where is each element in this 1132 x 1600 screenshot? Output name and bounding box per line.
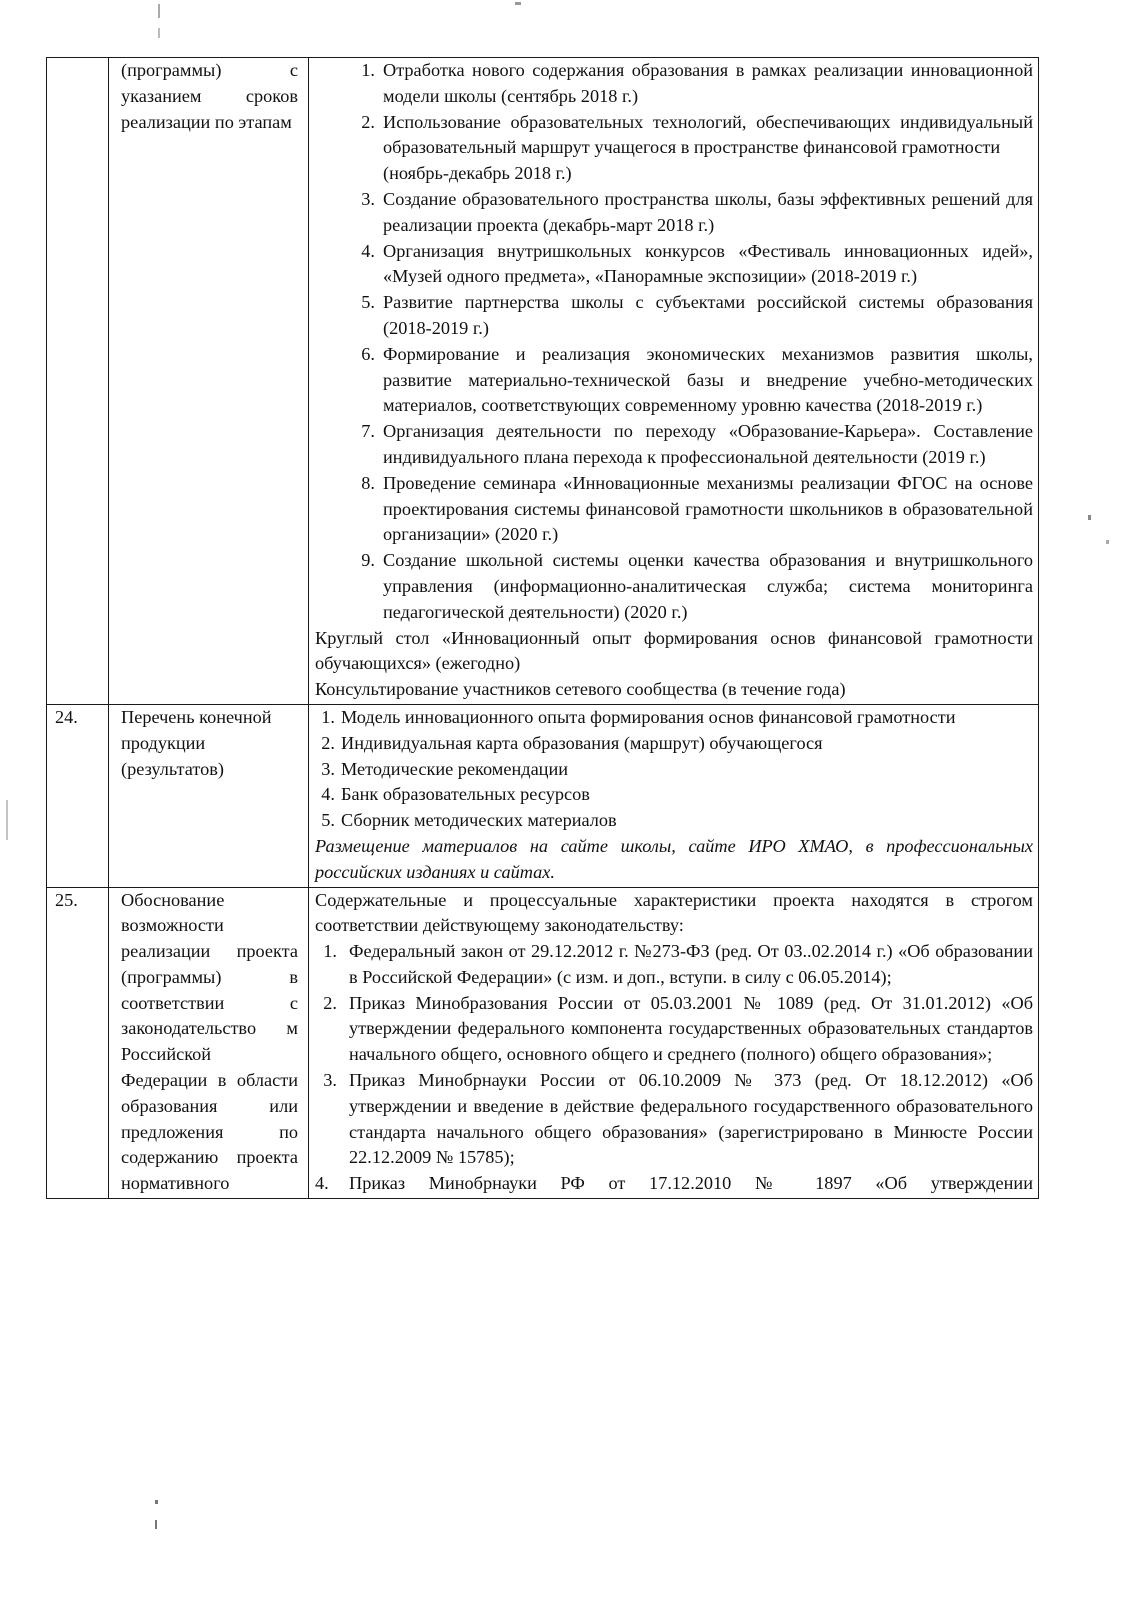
scan-mark (515, 2, 521, 5)
list-item: 9. Создание школьной системы оценки качества образования и внутришкольного управления (информационно-аналитическая служба; система мониторинга педагогической деятельности) (2020 г.) (361, 550, 1033, 622)
row-content-cell (309, 704, 1039, 887)
list-item: 5. Развитие партнерства школы с субъектами российской системы образования (2018-2019 г.) (361, 292, 1033, 338)
scan-mark (158, 4, 160, 18)
row-label-cell (109, 887, 309, 1199)
results-list (315, 705, 1033, 834)
list-item: 3. Методические рекомендации (321, 758, 569, 779)
round-table-text: Круглый стол «Инновационный опыт формирования основ финансовой грамотности обучающихся» (ежегодно) (315, 627, 1033, 674)
legal-list (315, 939, 1033, 1197)
list-item: 1. Модель инновационного опыта формирования основ финансовой грамотности (321, 706, 956, 727)
row-number-cell (47, 58, 109, 705)
scan-mark (158, 28, 160, 38)
row-label-cell (109, 58, 309, 705)
list-item: 7. Организация деятельности по переходу «Образование-Карьера». Составление индивидуального плана перехода к профессиональной деятельности (2019 г.) (361, 421, 1033, 467)
list-item: 1. Отработка нового содержания образования в рамках реализации инновационной модели школы (сентябрь 2018 г.) (361, 60, 1033, 106)
row-label: Обоснование возможности реализации проекта (программы) в соответствии с законодательство м Российской Федерации в области образования или предложения по содержанию проекта нормативного (121, 889, 298, 1194)
consulting-text: Консультирование участников сетевого сообщества (в течение года) (315, 679, 846, 700)
list-item: 4. Приказ Минобрнауки РФ от 17.12.2010 № 1897 «Об утверждении (315, 1173, 1033, 1194)
list-item: 4. Банк образовательных ресурсов (321, 784, 590, 805)
stages-list (315, 58, 1033, 626)
list-item: 5. Сборник методических материалов (321, 810, 617, 831)
list-item: 2. Приказ Минобразования России от 05.03.2001 № 1089 (ред. От 31.01.2012) «Об утверждении федерального компонента государственных образовательных стандартов начального общего, основного общего и среднего (полного) общего образования»; (323, 992, 1033, 1065)
list-item: 2. Использование образовательных технологий, обеспечивающих индивидуальный образовательный маршрут учащегося в пространстве финансовой грамотности (ноябрь-декабрь 2018 г.) (361, 111, 1033, 184)
scan-mark (1106, 540, 1109, 544)
list-item: 3. Приказ Минобрнауки России от 06.10.2009 № 373 (ред. От 18.12.2012) «Об утверждении и введение в действие федерального государственного образовательного стандарта начального общего образования» (зарегистрировано в Минюсте России 22.12.2009 № 15785); (323, 1070, 1033, 1168)
row-label: (программы) с указанием сроков реализации по этапам (121, 60, 298, 132)
row-content-cell (309, 887, 1039, 1199)
list-item: 3. Создание образовательного пространства школы, базы эффективных решений для реализации проекта (декабрь-март 2018 г.) (361, 188, 1033, 235)
row-label: Перечень конечной продукции (результатов) (121, 706, 272, 779)
legal-intro: Содержательные и процессуальные характеристики проекта находятся в строгом соответствии действующему законодательству: (315, 889, 1033, 936)
row-label-cell (109, 704, 309, 887)
table-row (47, 704, 1039, 887)
table-row (47, 887, 1039, 1199)
list-item: 1. Федеральный закон от 29.12.2012 г. №273-ФЗ (ред. От 03..02.2014 г.) «Об образовании в Российской Федерации» (с изм. и доп., вступи. в силу с 06.05.2014); (323, 941, 1033, 987)
list-item: 2. Индивидуальная карта образования (маршрут) обучающегося (321, 732, 823, 753)
row-number: 24. (55, 706, 78, 727)
row-number-cell (47, 887, 109, 1199)
scan-mark (155, 1520, 157, 1529)
list-item: 4. Организация внутришкольных конкурсов «Фестиваль инновационных идей», «Музей одного предмета», «Панорамные экспозиции» (2018-2019 г.) (361, 240, 1033, 287)
placement-note: Размещение материалов на сайте школы, сайте ИРО ХМАО, в профессиональных российских изданиях и сайтах. (315, 835, 1033, 882)
list-item: 8. Проведение семинара «Инновационные механизмы реализации ФГОС на основе проектирования системы финансовой грамотности школьников в образовательной организации» (2020 г.) (361, 472, 1033, 545)
row-number-cell (47, 704, 109, 887)
document-table (46, 57, 1039, 1199)
table-row (47, 58, 1039, 705)
scan-mark (155, 1500, 158, 1504)
scan-mark (1088, 515, 1091, 520)
row-content-cell (309, 58, 1039, 705)
scan-mark (6, 800, 8, 840)
list-item: 6. Формирование и реализация экономических механизмов развития школы, развитие материально-технической базы и внедрение учебно-методических материалов, соответствующих современному уровню качества (2018-2019 г.) (361, 343, 1033, 416)
row-number: 25. (55, 889, 78, 910)
